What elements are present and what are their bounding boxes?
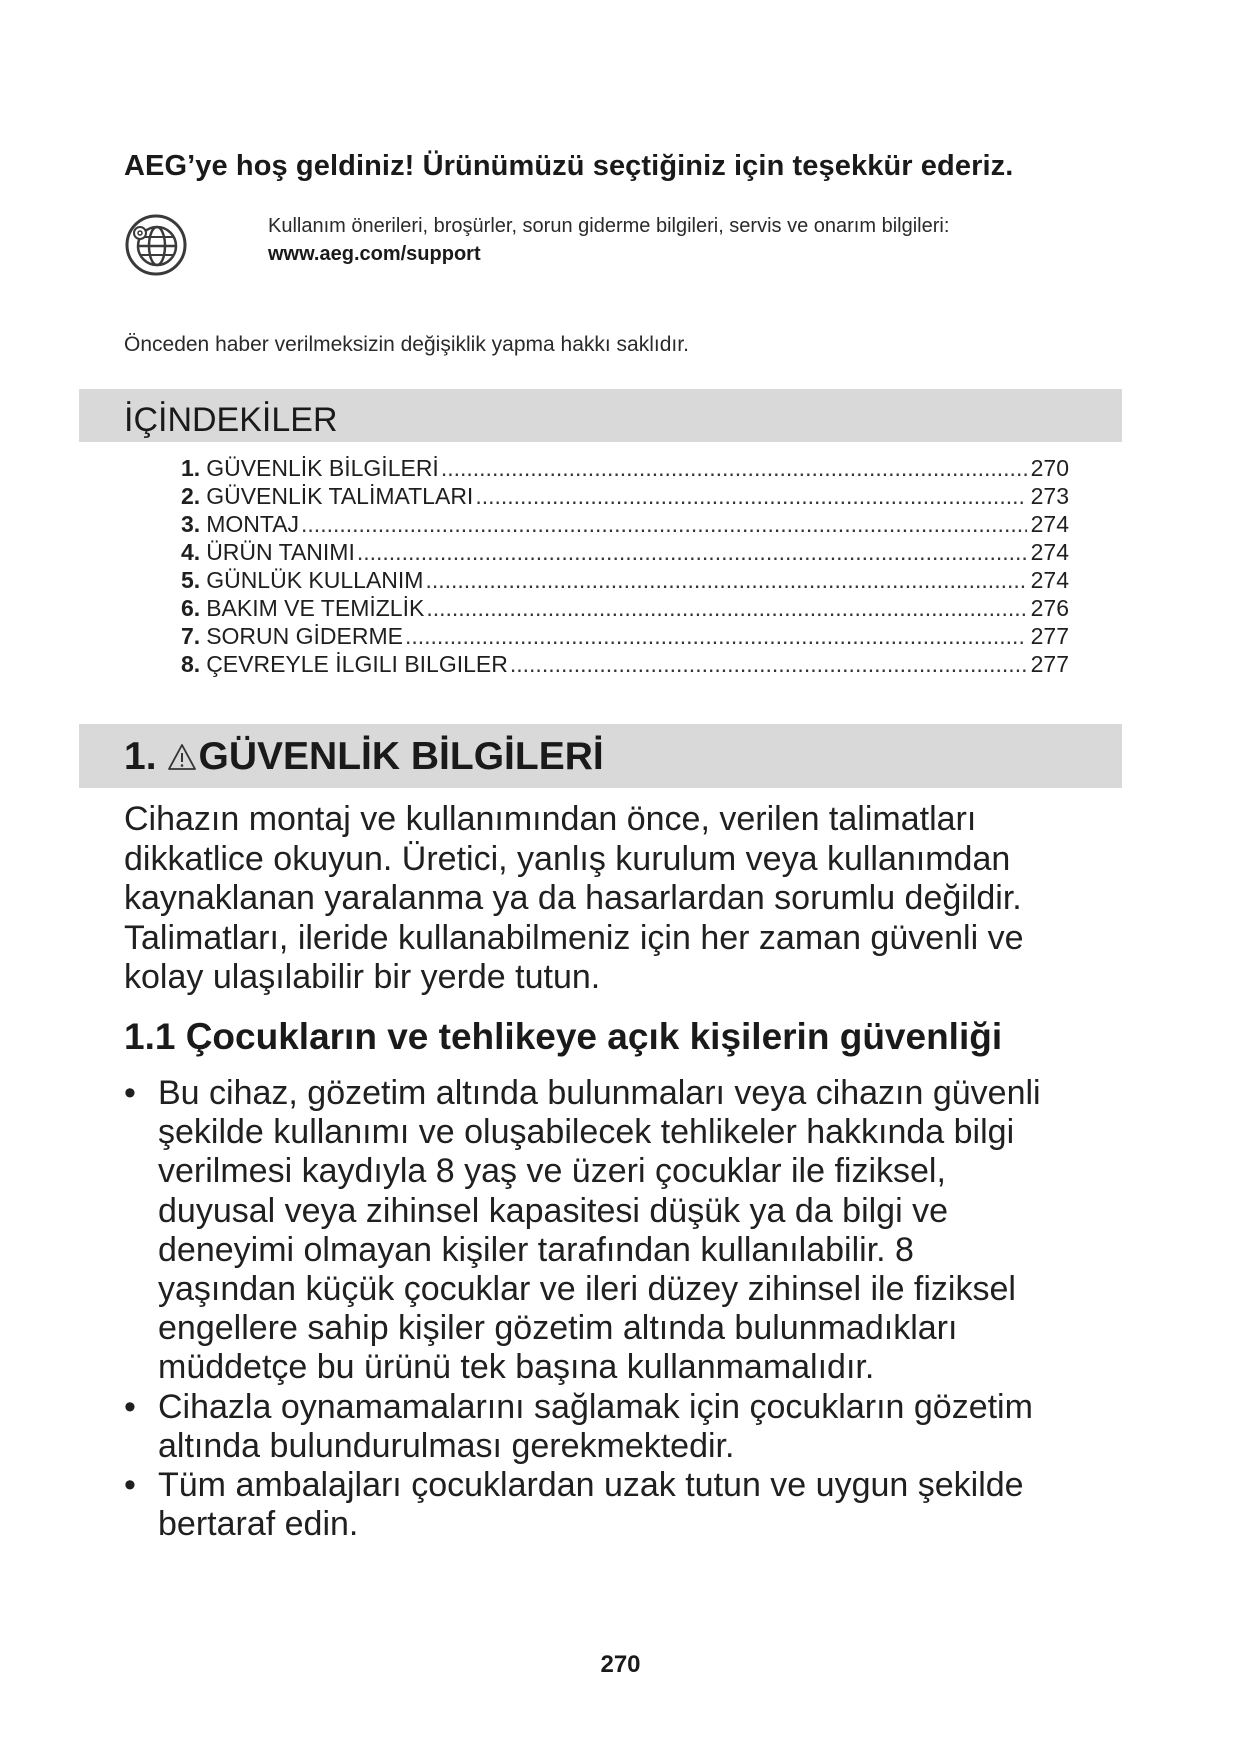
bullet-line: engellere sahip kişiler gözetim altında bulunmadıkları	[158, 1309, 958, 1348]
toc-entry-label: GÜVENLİK BİLGİLERİ	[206, 455, 439, 481]
bullet-line: Bu cihaz, gözetim altında bulunmaları veya cihazın güvenli	[158, 1074, 1041, 1112]
support-info	[268, 212, 949, 268]
toc-entry-page: 276	[1030, 595, 1069, 621]
bullet-marker: •	[124, 1387, 136, 1426]
bullet-item	[124, 1466, 1124, 1544]
intro-line: kolay ulaşılabilir bir yerde tutun.	[124, 958, 601, 996]
section-header-band	[79, 724, 1122, 788]
toc-title: İÇİNDEKİLER	[124, 401, 338, 439]
toc-entry[interactable]	[181, 455, 1069, 483]
intro-line: Cihazın montaj ve kullanımından önce, verilen talimatları	[124, 800, 977, 838]
toc-entry[interactable]	[181, 511, 1069, 539]
section-number: 1.	[124, 735, 157, 778]
toc-entry-number: 8.	[181, 651, 201, 677]
toc-entry-label: SORUN GİDERME	[206, 623, 403, 649]
toc-leader-dots	[441, 455, 1027, 482]
support-link[interactable]: www.aeg.com/support	[268, 243, 481, 265]
toc-entry-number: 6.	[181, 595, 201, 621]
toc-entry-page: 274	[1030, 539, 1069, 565]
toc-entry-label: GÜVENLİK TALİMATLARI	[206, 483, 474, 509]
toc-entry-label: ÜRÜN TANIMI	[206, 539, 355, 565]
section-title-text: GÜVENLİK BİLGİLERİ	[198, 735, 604, 778]
toc-entry[interactable]	[181, 595, 1069, 623]
toc-header-band	[79, 389, 1122, 442]
intro-line: kaynaklanan yaralanma ya da hasarlardan sorumlu değildir.	[124, 879, 1022, 917]
toc-leader-dots	[426, 595, 1026, 622]
toc-entry-number: 7.	[181, 623, 201, 649]
toc-entry[interactable]	[181, 623, 1069, 651]
bullet-item	[124, 1388, 1124, 1466]
toc-leader-dots	[475, 483, 1026, 510]
toc-entry-number: 4.	[181, 539, 201, 565]
intro-line: Talimatları, ileride kullanabilmeniz için her zaman güvenli ve	[124, 918, 1024, 957]
toc-entry-label: BAKIM VE TEMİZLİK	[206, 595, 425, 621]
toc-leader-dots	[301, 511, 1027, 538]
toc-leader-dots	[510, 651, 1027, 678]
safety-bullet-list	[124, 1074, 1124, 1544]
toc-entry[interactable]	[181, 651, 1069, 679]
intro-paragraph	[124, 800, 1124, 998]
support-text: Kullanım önerileri, broşürler, sorun giderme bilgileri, servis ve onarım bilgileri:	[268, 215, 950, 237]
bullet-marker: •	[124, 1074, 136, 1112]
toc-entry-page: 270	[1030, 455, 1069, 481]
bullet-line: Cihazla oynamamalarını sağlamak için çocukların gözetim	[158, 1387, 1033, 1426]
toc-leader-dots	[425, 567, 1026, 594]
toc-entry-number: 1.	[181, 455, 201, 481]
page-number: 270	[600, 1651, 641, 1678]
toc-entry-label: GÜNLÜK KULLANIM	[206, 567, 424, 593]
warning-triangle-icon	[167, 743, 197, 771]
toc-entry-label: MONTAJ	[206, 511, 300, 537]
toc-entry-page: 277	[1030, 651, 1069, 677]
toc-entry-page: 274	[1030, 511, 1069, 537]
toc-entry-number: 2.	[181, 483, 201, 509]
toc-entry[interactable]	[181, 483, 1069, 511]
bullet-line: müddetçe bu ürünü tek başına kullanmamalıdır.	[158, 1348, 875, 1387]
bullet-line: deneyimi olmayan kişiler tarafından kullanılabilir. 8	[158, 1230, 914, 1269]
toc-leader-dots	[357, 539, 1027, 566]
toc-entry-label: ÇEVREYLE İLGILI BILGILER	[206, 651, 508, 677]
globe-icon	[124, 213, 188, 277]
section-title	[124, 735, 604, 779]
bullet-line: şekilde kullanımı ve oluşabilecek tehlikeler hakkında bilgi	[158, 1113, 1015, 1152]
bullet-line: yaşından küçük çocuklar ve ileri düzey zihinsel ile fiziksel	[158, 1270, 1016, 1309]
welcome-heading: AEG’ye hoş geldiniz! Ürünümüzü seçtiğiniz için teşekkür ederiz.	[124, 150, 1014, 182]
subsection-title: 1.1 Çocukların ve tehlikeye açık kişilerin güvenliği	[124, 1016, 1003, 1057]
toc-entry-page: 273	[1030, 483, 1069, 509]
bullet-line: verilmesi kaydıyla 8 yaş ve üzeri çocuklar ile fiziksel,	[158, 1152, 946, 1191]
bullet-line: Tüm ambalajları çocuklardan uzak tutun ve uygun şekilde	[158, 1466, 1024, 1505]
toc-entry[interactable]	[181, 567, 1069, 595]
bullet-marker: •	[124, 1466, 136, 1505]
toc-entry-page: 277	[1030, 623, 1069, 649]
table-of-contents	[181, 455, 1069, 679]
toc-entry-number: 3.	[181, 511, 201, 537]
toc-entry-number: 5.	[181, 567, 201, 593]
toc-entry-page: 274	[1030, 567, 1069, 593]
toc-entry[interactable]	[181, 539, 1069, 567]
bullet-line: duyusal veya zihinsel kapasitesi düşük ya da bilgi ve	[158, 1191, 949, 1230]
bullet-line: bertaraf edin.	[158, 1505, 359, 1544]
toc-leader-dots	[405, 623, 1027, 650]
bullet-item	[124, 1074, 1124, 1388]
bullet-line: altında bulundurulması gerekmektedir.	[158, 1426, 735, 1465]
rights-notice: Önceden haber verilmeksizin değişiklik yapma hakkı saklıdır.	[124, 333, 689, 356]
intro-line: dikkatlice okuyun. Üretici, yanlış kurulum veya kullanımdan	[124, 839, 1011, 878]
